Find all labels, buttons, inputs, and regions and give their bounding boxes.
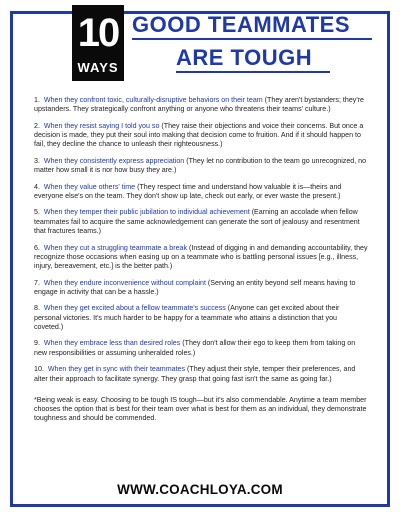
list-item [34, 365, 368, 384]
list-item [34, 279, 368, 298]
item-lead: When they cut a struggling teammate a break [43, 243, 188, 252]
item-body: (They raise their objections and voice their concerns. But once a decision is made, they put their soul into making that decision come to fruition. And if it should happen to fail, they decline the chance to unleash their righteousness.) [34, 121, 364, 149]
title-line-2: ARE TOUGH [176, 45, 313, 70]
item-body: (They adjust their style, temper their preferences, and alter their approach to facilitate synergy. They grasp that going fast isn't the same as going far.) [34, 365, 356, 383]
item-body: (Instead of digging in and demanding accountability, they recognize those occasions when easing up on a teammate who is battling personal issues [e.g., illness, injury, bereavement, etc.] is the better path.) [34, 243, 368, 271]
badge-number: 10 [77, 11, 119, 55]
list-item [34, 244, 368, 272]
item-lead: When they embrace less than desired roles [43, 339, 181, 348]
item-body: (They aren't bystanders; they're upstanders. They strategically confront anything or anyone who threatens their teams' culture.) [34, 96, 364, 114]
item-body: (They let no contribution to the team go unrecognized, no matter how small it is nor how busy they are.) [34, 156, 367, 175]
item-lead: When they consistently express appreciation [43, 156, 185, 165]
badge-word: WAYS [77, 60, 119, 75]
item-number: 10. [34, 365, 44, 374]
item-number: 9. [34, 339, 40, 348]
item-number: 2. [34, 121, 40, 130]
item-number: 7. [34, 278, 40, 287]
list-item [34, 183, 368, 202]
item-lead: When they temper their public jubilation to individual achievement [43, 208, 250, 217]
ten-ways-badge [72, 5, 124, 81]
item-list [34, 96, 368, 424]
title-underline-1 [132, 38, 372, 40]
item-lead: When they get in sync with their teammates [47, 365, 186, 374]
list-item [34, 339, 368, 358]
item-number: 3. [34, 156, 40, 165]
list-item [34, 208, 368, 236]
list-item [34, 157, 368, 176]
item-number: 8. [34, 304, 40, 313]
item-body: (They respect time and understand how valuable it is—theirs and everyone else's on the team. They don't show up late, check out early, or ever waste the present.) [34, 182, 342, 200]
item-number: 5. [34, 208, 40, 217]
item-body: (Anyone can get excited about their personal victories. It's much harder to be happy for a teammate who attains a distinction that you coveted.) [34, 304, 340, 331]
list-item [34, 304, 368, 332]
item-lead: When they get excited about a fellow teammate's success [43, 304, 226, 313]
list-item [34, 96, 368, 115]
item-number: 6. [34, 243, 40, 252]
item-number: 4. [34, 182, 40, 191]
item-lead: When they endure inconvenience without complaint [43, 278, 206, 287]
footnote: *Being weak is easy. Choosing to be tough IS tough—but it's also commendable. Anytime a team member chooses the option that is best for their team over what is best for them as an individual, they demonstrate toughness and should be commended. [34, 395, 367, 423]
item-lead: When they resist saying I told you so [43, 121, 160, 130]
item-body: (Serving an entity beyond self means having to engage in activity that can be a hassle.) [34, 278, 356, 296]
item-lead: When they confront toxic, culturally-disruptive behaviors on their team [43, 96, 263, 104]
item-number: 1. [34, 96, 40, 104]
website-link[interactable]: WWW.COACHLOYA.COM [117, 482, 283, 497]
list-item [34, 122, 368, 150]
item-body: (Earning an accolade when fellow teammates fail to acquire the same acknowledgement can generate the sort of jealousy and resentment that fractures teams.) [34, 208, 360, 236]
item-body: (They don't allow their ego to keep them from taking on new responsibilities or assuming unheralded roles.) [34, 339, 356, 357]
title-line-1: GOOD TEAMMATES [132, 12, 351, 37]
item-lead: When they value others' time [43, 182, 136, 191]
title-underline-2 [176, 71, 330, 73]
